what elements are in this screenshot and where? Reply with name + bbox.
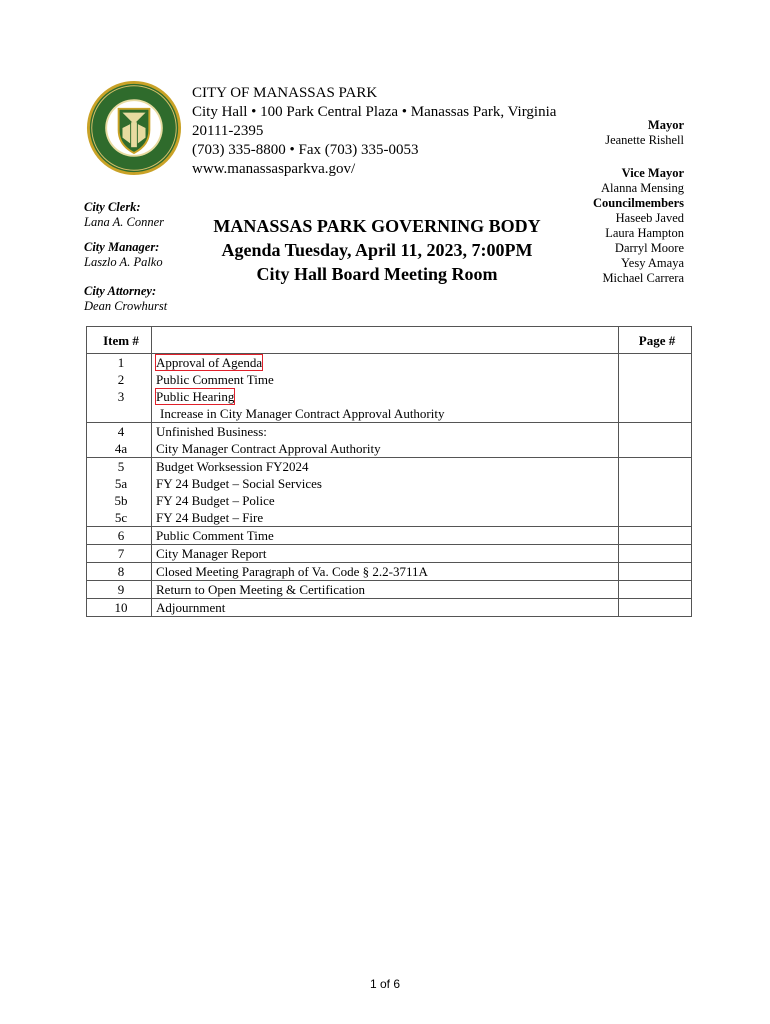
- item-text: Closed Meeting Paragraph of Va. Code § 2.2-3711A: [152, 563, 619, 581]
- item-number: [87, 458, 152, 527]
- item-description: [152, 458, 619, 527]
- councilmember-name: Yesy Amaya: [621, 256, 684, 270]
- page-number: [619, 545, 692, 563]
- city-phone-fax: (703) 335-8800 • Fax (703) 335-0053: [192, 142, 419, 158]
- item-number-text: 4: [117, 424, 125, 439]
- item-text: Unfinished Business:: [156, 424, 267, 439]
- vice-mayor-label: Vice Mayor: [621, 166, 684, 180]
- councilmember-name: Laura Hampton: [605, 226, 684, 240]
- city-attorney-label: City Attorney:: [84, 284, 157, 298]
- item-number: [87, 354, 152, 423]
- city-clerk-label: City Clerk:: [84, 200, 141, 214]
- item-number: 8: [87, 563, 152, 581]
- page-number: [619, 581, 692, 599]
- agenda-title-date: Agenda Tuesday, April 11, 2023, 7:00PM: [221, 240, 533, 260]
- table-row: [87, 354, 692, 423]
- page-number: [619, 563, 692, 581]
- column-header-page: Page #: [619, 327, 692, 354]
- item-subtext: Increase in City Manager Contract Approval Authority: [160, 406, 445, 421]
- table-row: [87, 458, 692, 527]
- city-website[interactable]: www.manassasparkva.gov/: [192, 161, 356, 177]
- city-zip: 20111-2395: [192, 123, 264, 139]
- item-number-text: 1: [117, 355, 125, 370]
- item-text: FY 24 Budget – Police: [156, 493, 275, 508]
- table-row: [87, 581, 692, 599]
- item-number-text: 5: [117, 459, 125, 474]
- column-header-item: Item #: [87, 327, 152, 354]
- councilmember-name: Michael Carrera: [602, 271, 684, 285]
- item-text: FY 24 Budget – Fire: [156, 510, 264, 525]
- item-number-text: 5b: [114, 493, 128, 508]
- agenda-link-approval[interactable]: Approval of Agenda: [156, 355, 263, 370]
- table-row: [87, 599, 692, 617]
- item-number-text: 5a: [114, 476, 128, 491]
- city-name: CITY OF MANASSAS PARK: [192, 85, 378, 101]
- vice-mayor-name: Alanna Mensing: [601, 181, 684, 195]
- city-manager-name: Laszlo A. Palko: [84, 255, 163, 269]
- table-row: [87, 563, 692, 581]
- item-text: Public Comment Time: [152, 527, 619, 545]
- item-description: [152, 423, 619, 458]
- city-address: City Hall • 100 Park Central Plaza • Manassas Park, Virginia: [192, 104, 557, 120]
- item-number: 10: [87, 599, 152, 617]
- mayor-name: Jeanette Rishell: [605, 133, 684, 147]
- item-text: Return to Open Meeting & Certification: [152, 581, 619, 599]
- councilmember-name: Haseeb Javed: [615, 211, 684, 225]
- agenda-title-body: MANASSAS PARK GOVERNING BODY: [213, 216, 541, 236]
- table-header-row: [87, 327, 692, 354]
- city-manager-label: City Manager:: [84, 240, 160, 254]
- item-number: [87, 423, 152, 458]
- item-text: Budget Worksession FY2024: [156, 459, 309, 474]
- column-header-description: [152, 327, 619, 354]
- item-number-text: 2: [117, 372, 125, 387]
- item-text: FY 24 Budget – Social Services: [156, 476, 322, 491]
- table-row: [87, 423, 692, 458]
- item-number-text: 4a: [114, 441, 128, 456]
- item-text: Adjournment: [152, 599, 619, 617]
- table-row: [87, 527, 692, 545]
- item-number-text: 5c: [114, 510, 128, 525]
- page-number: [619, 423, 692, 458]
- item-number: 9: [87, 581, 152, 599]
- agenda-link-public-hearing[interactable]: Public Hearing: [156, 389, 235, 404]
- agenda-table: [86, 326, 692, 617]
- councilmembers-label: Councilmembers: [593, 196, 684, 210]
- agenda-title: [196, 214, 558, 286]
- item-text: City Manager Report: [152, 545, 619, 563]
- agenda-title-location: City Hall Board Meeting Room: [256, 264, 498, 284]
- table-row: [87, 545, 692, 563]
- item-number: 6: [87, 527, 152, 545]
- mayor-label: Mayor: [647, 118, 684, 132]
- item-number-text: 3: [117, 389, 125, 404]
- city-clerk-name: Lana A. Conner: [84, 215, 164, 229]
- city-attorney: [84, 284, 224, 314]
- city-seal-logo: [86, 80, 182, 176]
- item-text: City Manager Contract Approval Authority: [156, 441, 381, 456]
- page-number: [619, 599, 692, 617]
- item-description: [152, 354, 619, 423]
- page-number: [619, 458, 692, 527]
- item-number: 7: [87, 545, 152, 563]
- page-number: [619, 354, 692, 423]
- page-indicator: 1 of 6: [369, 977, 401, 991]
- councilmember-name: Darryl Moore: [614, 241, 684, 255]
- page-number: [619, 527, 692, 545]
- item-text: Public Comment Time: [156, 372, 274, 387]
- city-attorney-name: Dean Crowhurst: [84, 299, 168, 313]
